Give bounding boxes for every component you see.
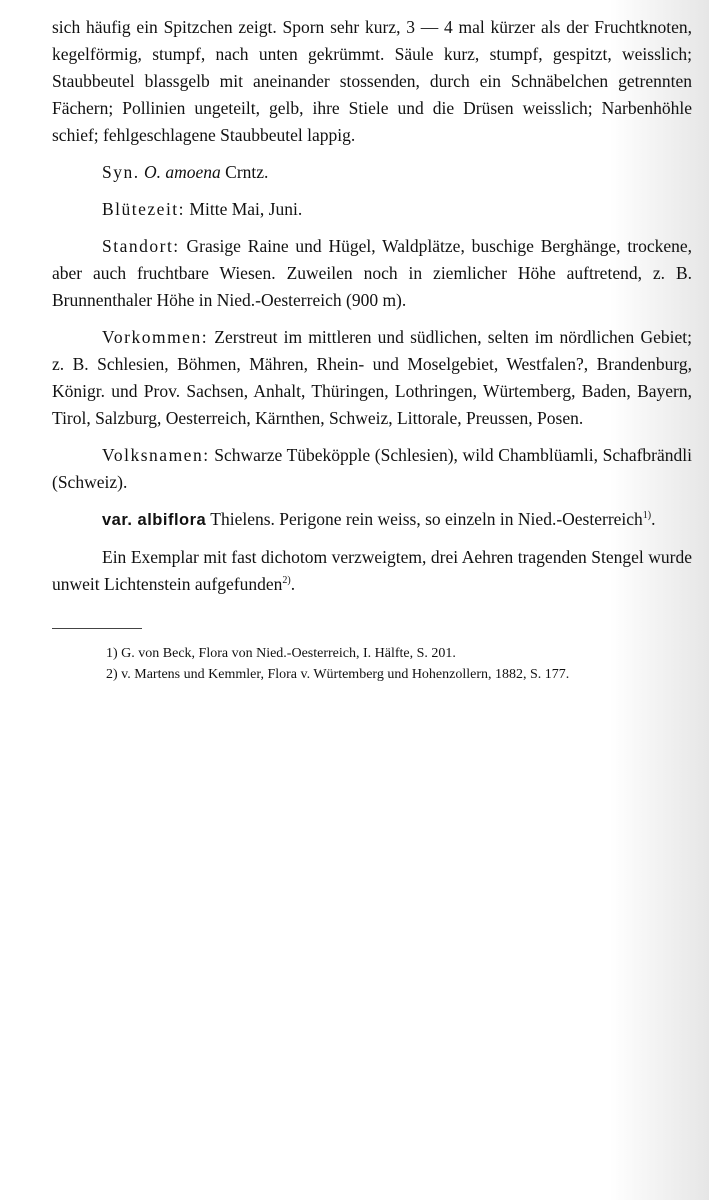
footnotes [52,643,692,685]
footnote-ref-2[interactable]: 2) [282,575,291,587]
variety-author: Thielens. [210,509,275,529]
variety-paragraph [52,506,692,534]
specimen-end: . [290,574,296,594]
occurrence-text: Zerstreut im mittleren und südlichen, selten im nördlichen Gebiet; z. B. Schlesien, Böhmen, Mähren, Rhein- und Moselgebiet, Westfalen?, Brandenburg, Königr. und Prov. Sachsen, Anhalt, Thüringen, Lothringen, Würtemberg, Baden, Bayern, Tirol, Salzburg, Oesterreich, Kärnthen, Schweiz, Littorale, Preussen, Posen. [52,327,692,428]
flowering-time-text: Mitte Mai, Juni. [189,199,303,219]
specimen-paragraph [52,544,692,598]
footnote-ref-1[interactable]: 1) [642,510,652,522]
occurrence-paragraph [52,324,692,432]
habitat-paragraph [52,233,692,314]
vernacular-names-text: Schwarze Tübeköpple (Schlesien), wild Chamblüamli, Schafbrändli (Schweiz). [52,445,693,492]
habitat-text: Grasige Raine und Hügel, Waldplätze, buschige Berghänge, trockene, aber auch fruchtbare Wiesen. Zuweilen noch in ziemlicher Höhe auftretend, z. B. Brunnenthaler Höhe in Nied.-Oesterreich (900 m). [52,236,693,310]
occurrence-label: Vorkommen: [102,327,209,347]
footnote-2: 2) v. Martens und Kemmler, Flora v. Würtemberg und Hohenzollern, 1882, S. 177. [106,667,570,682]
document-page [52,14,692,685]
flowering-time-label: Blütezeit: [102,199,186,219]
footnote-divider [52,628,142,629]
flowering-time-line [52,196,692,223]
vernacular-names-label: Volksnamen: [102,445,210,465]
habitat-label: Standort: [102,236,180,256]
synonym-label: Syn. [102,162,140,182]
synonym-author: Crntz. [225,162,269,182]
variety-text: Perigone rein weiss, so einzeln in Nied.-Oesterreich [279,509,643,529]
specimen-text: Ein Exemplar mit fast dichotom verzweigtem, drei Aehren tragenden Stengel wurde unweit Lichtenstein aufgefunden [52,547,692,594]
synonym-name: O. amoena [143,162,221,182]
variety-end: . [651,509,656,529]
variety-label: var. albiflora [102,511,207,529]
synonym-line [52,159,692,186]
vernacular-names-paragraph [52,442,692,496]
footnote-1: 1) G. von Beck, Flora von Nied.-Oesterreich, I. Hälfte, S. 201. [106,646,456,661]
description-paragraph: sich häufig ein Spitzchen zeigt. Sporn sehr kurz, 3 — 4 mal kürzer als der Fruchtknoten, kegelförmig, stumpf, nach unten gekrümmt. Säule kurz, stumpf, gespitzt, weisslich; Staubbeutel blassgelb mit aneinander stossenden, durch ein Schnäbelchen getrennten Fächern; Pollinien ungeteilt, gelb, ihre Stiele und die Drüsen weisslich; Narbenhöhle schief; fehlgeschlagene Staubbeutel lappig. [52,17,692,145]
